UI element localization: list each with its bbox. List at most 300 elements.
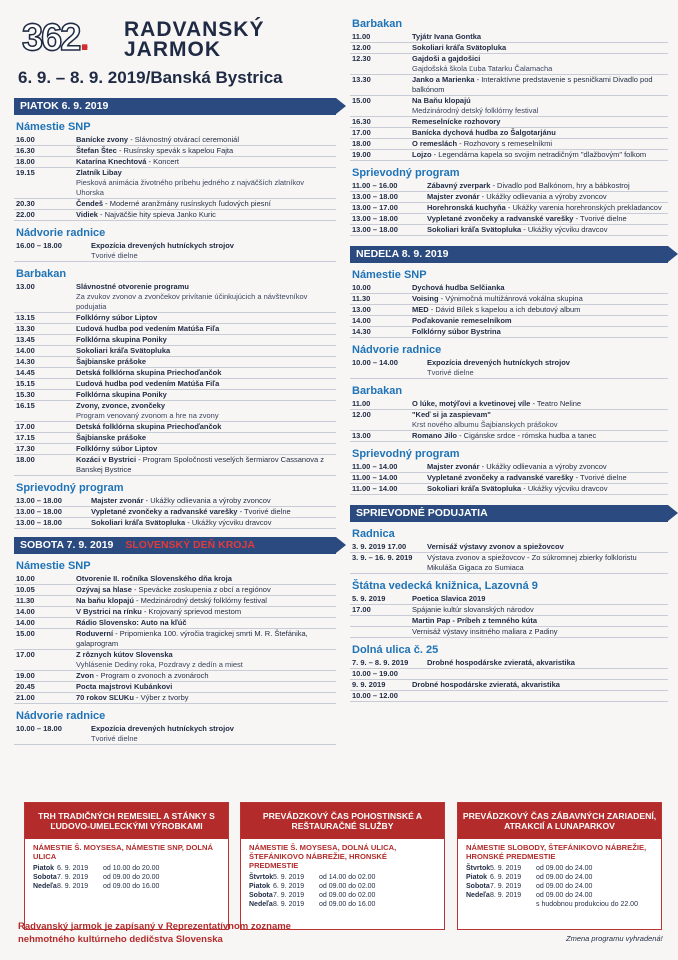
program-row (350, 553, 668, 574)
program-time: 12.00 (352, 43, 371, 52)
program-desc (76, 422, 334, 432)
hours-row (241, 891, 444, 900)
hours-time: od 09.00 do 02.00 (319, 892, 376, 899)
hours-row (458, 900, 661, 909)
program-name: Vypletané zvončeky a radvanské varešky (427, 473, 574, 482)
program-desc (76, 282, 334, 312)
hours-day: Štvrtok (466, 865, 491, 872)
hours-time: od 09.00 do 20.00 (103, 874, 160, 881)
program-row (14, 682, 336, 693)
program-name: Expozícia drevených hutníckych strojov (91, 241, 234, 250)
hours-date: 6. 9. 2019 (490, 874, 522, 881)
program-time: 16.30 (352, 117, 371, 126)
program-row (350, 128, 668, 139)
program-row (14, 282, 336, 313)
program-desc (412, 43, 666, 53)
program-name: Folklórny súbor Bystrina (412, 327, 501, 336)
program-detail: - Výnimočná multižánrová vokálna skupina (438, 294, 583, 303)
program-subline: Tvorivé dielne (91, 251, 138, 260)
program-row (14, 135, 336, 146)
program-name: Expozícia drevených hutníckych strojov (91, 724, 234, 733)
program-row (14, 607, 336, 618)
program-subline: Medzinárodný detský folklórny festival (412, 106, 539, 115)
program-name: O lúke, motýľovi a kvetinovej víle (412, 399, 531, 408)
program-row (350, 96, 668, 117)
program-time: 16.00 (16, 135, 35, 144)
program-name: Na baňu klopajú (76, 596, 134, 605)
program-desc (412, 294, 666, 304)
program-row (14, 379, 336, 390)
program-time: 10.00 – 14.00 (352, 358, 398, 367)
program-time: 17.00 (16, 422, 35, 431)
program-name: Expozícia drevených hutníckych strojov (427, 358, 570, 367)
program-name: Tyjátr Ivana Gontka (412, 32, 482, 41)
hours-date: 6. 9. 2019 (273, 883, 305, 890)
program-row (350, 139, 668, 150)
program-detail: - Ukážky odlievania a výroby zvoncov (479, 192, 607, 201)
program-desc (412, 305, 666, 315)
program-name: Rádio Slovensko: Auto na kľúč (76, 618, 187, 627)
program-time: 17.00 (16, 650, 35, 659)
program-name: Martin Pap - Príbeh z temného kúta (412, 616, 538, 625)
program-row (350, 616, 668, 627)
program-time: 15.15 (16, 379, 35, 388)
program-time: 13.15 (16, 313, 35, 322)
program-desc (91, 507, 334, 517)
program-desc (427, 484, 666, 494)
sunday-program (350, 269, 668, 495)
program-row (14, 346, 336, 357)
hours-time: od 09.00 do 24.00 (536, 865, 593, 872)
program-time: 13.30 (16, 324, 35, 333)
program-detail: - Ukážky odlievania a výroby zvoncov (479, 462, 607, 471)
program-desc (412, 605, 666, 615)
program-desc (76, 357, 334, 367)
header (14, 0, 336, 64)
program-row (350, 192, 668, 203)
hours-day: Sobota (466, 883, 490, 890)
hours-row (458, 864, 661, 873)
program-desc (412, 594, 666, 604)
program-detail: Vernisáž výstavy insitného maliara z Padiny (412, 627, 558, 636)
program-row (350, 484, 668, 495)
program-row (14, 507, 336, 518)
program-detail: Výstava zvonov a spiežovcov - Zo súkromnej zbierky folkloristu Mikuláša Gigaca zo Sumiaca (427, 553, 637, 572)
program-detail: - Ukážky varenia horehronských prekladancov (505, 203, 662, 212)
hours-date: 5. 9. 2019 (273, 874, 305, 881)
program-time: 9. 9. 2019 (352, 680, 386, 689)
program-row (14, 455, 336, 476)
hours-row (241, 873, 444, 882)
program-row (14, 199, 336, 210)
program-desc (427, 225, 666, 235)
program-row (14, 157, 336, 168)
events-bar: SPRIEVODNÉ PODUJATIA (350, 505, 668, 522)
hours-row (458, 882, 661, 891)
program-row (350, 691, 668, 702)
event-title: RADVANSKÝ JARMOK (124, 18, 265, 61)
program-subline: Krst nového albumu Šajbianskych prášokov (412, 420, 558, 429)
info-box-title: PREVÁDZKOVÝ ČAS ZÁBAVNÝCH ZARIADENÍ, ATRAKCIÍ A LUNAPARKOV (458, 803, 661, 839)
program-time: 12.00 (352, 410, 371, 419)
program-time: 19.15 (16, 168, 35, 177)
program-name: Folklórny súbor Liptov (76, 444, 158, 453)
hours-day: Piatok (33, 865, 55, 872)
program-desc (412, 410, 666, 430)
program-name: Romano Jilo (412, 431, 458, 440)
program-row (350, 54, 668, 75)
program-time: 13.00 – 17.00 (352, 203, 398, 212)
program-desc (91, 241, 334, 261)
program-time: 14.00 (16, 607, 35, 616)
program-name: V Bystrici na rínku (76, 607, 142, 616)
program-name: Sokoliari kráľa Svätopluka (412, 43, 507, 52)
info-box-restaurants (240, 802, 445, 930)
program-time: 18.00 (352, 139, 371, 148)
program-desc (76, 574, 334, 584)
program-desc (76, 368, 334, 378)
program-detail: - Slávnostný otvárací ceremoniál (128, 135, 239, 144)
program-time: 3. 9. – 16. 9. 2019 (352, 553, 413, 562)
program-name: Ľudová hudba pod vedením Matúša Fiľa (76, 324, 220, 333)
program-time: 21.00 (16, 693, 35, 702)
program-time: 17.15 (16, 433, 35, 442)
program-row (350, 316, 668, 327)
program-desc (412, 627, 666, 637)
program-name: Vernisáž výstavy zvonov a spiežovcov (427, 542, 564, 551)
hours-day: Nedeľa (249, 901, 273, 908)
program-desc (76, 629, 334, 649)
program-desc (76, 379, 334, 389)
program-desc (412, 150, 666, 160)
program-desc (412, 399, 666, 409)
program-detail: - Ukážky odlievania a výroby zvoncov (143, 496, 271, 505)
program-row (350, 627, 668, 638)
program-time: 13.00 (352, 431, 371, 440)
program-detail: - Tvorivé dielne (573, 214, 627, 223)
program-name: Poetica Slavica 2019 (412, 594, 486, 603)
program-time: 11.30 (16, 596, 35, 605)
program-desc (76, 693, 334, 703)
info-box-rows (458, 864, 661, 909)
hours-date: 7. 9. 2019 (490, 883, 522, 890)
program-name: Vypletané zvončeky a radvanské varešky (427, 214, 574, 223)
program-time: 14.00 (16, 618, 35, 627)
program-name: Šajbianske prášoke (76, 357, 147, 366)
right-column (350, 12, 668, 702)
program-row (14, 313, 336, 324)
program-desc (427, 691, 666, 701)
program-detail: - Teatro Neline (530, 399, 582, 408)
program-desc (427, 658, 666, 668)
info-box-attractions (457, 802, 662, 930)
program-desc (427, 203, 666, 213)
section-title: Námestie SNP (352, 269, 427, 281)
program-name: Drobné hospodárske zvieratá, akvaristika (427, 658, 575, 667)
program-row (14, 168, 336, 199)
program-detail: - Moderné aranžmány rusínskych ľudových piesní (103, 199, 271, 208)
section-title: Barbakan (16, 268, 67, 280)
program-detail: Spájanie kultúr slovanských národov (412, 605, 534, 614)
program-time: 10.00 – 18.00 (16, 724, 62, 733)
section-title: Sprievodný program (352, 167, 460, 179)
program-time: 13.45 (16, 335, 35, 344)
program-time: 11.00 – 14.00 (352, 462, 398, 471)
program-name: Otvorenie II. ročníka Slovenského dňa kroja (76, 574, 232, 583)
program-desc (76, 682, 334, 692)
program-time: 20.30 (16, 199, 35, 208)
program-time: 3. 9. 2019 17.00 (352, 542, 407, 551)
program-row (14, 444, 336, 455)
program-desc (427, 473, 666, 483)
program-detail: - Interaktívne predstavenie s pesničkami Divadlo pod balkónom (412, 75, 653, 94)
program-row (14, 324, 336, 335)
program-row (350, 431, 668, 442)
program-detail: - Rozhovory s remeselníkmi (457, 139, 553, 148)
program-name: O remeslách (412, 139, 458, 148)
program-desc (412, 327, 666, 337)
program-desc (427, 553, 666, 573)
program-subline: Za zvukov zvonov a zvončekov privítanie účinkujúcich a návštevníkov podujatia (76, 292, 308, 311)
program-time: 13.00 (352, 305, 371, 314)
program-time: 17.00 (352, 605, 371, 614)
program-desc (427, 192, 666, 202)
program-desc (412, 316, 666, 326)
program-time: 7. 9. – 8. 9. 2019 (352, 658, 409, 667)
hours-time: od 09.00 do 02.00 (319, 883, 376, 890)
program-row (350, 658, 668, 669)
program-name: Sokoliari kráľa Svätopluka (427, 484, 522, 493)
info-box-location: NÁMESTIE Š. MOYSESA, NÁMESTIE SNP, DOLNÁ ULICA (33, 843, 214, 861)
program-subline: Tvorivé dielne (91, 734, 138, 743)
program-row (350, 305, 668, 316)
program-time: 11.00 – 16.00 (352, 181, 398, 190)
program-subline: Tvorivé dielne (427, 368, 474, 377)
program-time: 16.15 (16, 401, 35, 410)
program-name: Slávnostné otvorenie programu (76, 282, 189, 291)
hours-row (241, 882, 444, 891)
program-row (14, 433, 336, 444)
hours-time: od 09.00 do 24.00 (536, 883, 593, 890)
program-name: Lojzo (412, 150, 432, 159)
hours-row (458, 873, 661, 882)
program-row (14, 574, 336, 585)
section-title: Nádvorie radnice (16, 710, 106, 722)
program-row (350, 542, 668, 553)
program-detail: - Pripomienka 100. výročia tragickej smrti M. R. Štefánika, galaprogram (76, 629, 308, 648)
program-row (350, 358, 668, 379)
program-name: MED (412, 305, 429, 314)
hours-date: 7. 9. 2019 (273, 892, 305, 899)
program-row (14, 518, 336, 529)
program-row (14, 693, 336, 704)
program-name: Vidiek (76, 210, 98, 219)
program-row (14, 596, 336, 607)
hours-date: 6. 9. 2019 (57, 865, 89, 872)
program-desc (76, 401, 334, 421)
program-desc (427, 669, 666, 679)
program-desc (76, 210, 334, 220)
section-title: Nádvorie radnice (16, 227, 106, 239)
program-desc (76, 650, 334, 670)
hours-date: 8. 9. 2019 (273, 901, 305, 908)
program-name: Sokoliari kráľa Svätopluka (91, 518, 186, 527)
program-name: Poďakovanie remeselníkom (412, 316, 512, 325)
program-time: 10.00 – 12.00 (352, 691, 398, 700)
program-row (350, 150, 668, 161)
saturday-program-left (14, 560, 336, 745)
info-box-location: NÁMESTIE SLOBODY, ŠTEFÁNIKOVO NÁBREŽIE, HRONSKÉ PREDMESTIE (466, 843, 647, 861)
program-name: Ozývaj sa hlase (76, 585, 132, 594)
program-name: Zvon (76, 671, 94, 680)
program-time: 13.00 – 18.00 (16, 496, 62, 505)
program-time: 10.00 – 19.00 (352, 669, 398, 678)
program-row (14, 368, 336, 379)
hours-time: od 14.00 do 02.00 (319, 874, 376, 881)
program-detail: - Divadlo pod Balkónom, hry a bábkostroj (490, 181, 630, 190)
program-desc (76, 335, 334, 345)
program-time: 10.05 (16, 585, 35, 594)
program-name: Štefan Štec (76, 146, 117, 155)
program-detail: - Program o zvonoch a zvonároch (93, 671, 209, 680)
program-name: Katarína Knechtová (76, 157, 147, 166)
program-desc (427, 358, 666, 378)
program-desc (412, 139, 666, 149)
program-detail: - Koncert (146, 157, 179, 166)
section-title: Dolná ulica č. 25 (352, 644, 439, 656)
program-name: Horehronská kuchyňa (427, 203, 506, 212)
program-row (350, 605, 668, 616)
program-time: 11.00 (352, 399, 371, 408)
program-time: 19.00 (16, 671, 35, 680)
side-events (350, 528, 668, 702)
program-time: 13.00 (16, 282, 35, 291)
hours-date: 7. 9. 2019 (57, 874, 89, 881)
program-row (14, 422, 336, 433)
program-name: Roduverní (76, 629, 114, 638)
event-dates: 6. 9. – 8. 9. 2019/Banská Bystrica (18, 68, 283, 87)
program-detail: - Ukážky výcviku dravcov (521, 225, 608, 234)
program-desc (412, 32, 666, 42)
program-row (14, 401, 336, 422)
footnote: Zmena programu vyhradená! (566, 934, 663, 943)
saturday-program-right (350, 18, 668, 236)
program-row (350, 32, 668, 43)
hours-time: od 09.00 do 16.00 (103, 883, 160, 890)
program-name: Remeselnícke rozhovory (412, 117, 501, 126)
program-row (350, 327, 668, 338)
program-row (14, 335, 336, 346)
program-desc (412, 117, 666, 127)
program-detail: - Legendárna kapela so svojim netradičným "dlažbovým" folkom (431, 150, 647, 159)
program-time: 11.30 (352, 294, 371, 303)
program-detail: - Tvorivé dielne (573, 473, 627, 482)
program-time: 14.30 (16, 357, 35, 366)
program-desc (412, 431, 666, 441)
left-column (14, 0, 336, 745)
program-row (14, 629, 336, 650)
program-row (350, 283, 668, 294)
section-title: Sprievodný program (352, 448, 460, 460)
program-name: Voising (412, 294, 439, 303)
program-time: 11.00 – 14.00 (352, 484, 398, 493)
program-detail: - Ukážky výcviku dravcov (521, 484, 608, 493)
section-title: Nádvorie radnice (352, 344, 442, 356)
program-detail: - Dávid Bílek s kapelou a ich debutový album (428, 305, 581, 314)
program-time: 14.00 (16, 346, 35, 355)
program-row (14, 671, 336, 682)
program-detail: - Program Spoločnosti veselých šermiarov Cassanova z Banskej Bystrice (76, 455, 325, 474)
hours-row (25, 873, 228, 882)
program-desc (427, 542, 666, 552)
program-desc (76, 168, 334, 198)
hours-time: s hudobnou produkciou do 22.00 (536, 901, 638, 908)
program-row (14, 210, 336, 221)
section-title: Štátna vedecká knižnica, Lazovná 9 (352, 580, 538, 592)
program-subline: Vyhlásenie Dediny roka, Pozdravy z dedín a miest (76, 660, 243, 669)
program-time: 5. 9. 2019 (352, 594, 386, 603)
hours-row (241, 900, 444, 909)
program-name: Banícke zvony (76, 135, 129, 144)
program-time: 18.00 (16, 157, 35, 166)
program-name: Sokoliari kráľa Svätopluka (76, 346, 171, 355)
program-name: Detská folklórna skupina Priechoďančok (76, 422, 222, 431)
program-time: 15.30 (16, 390, 35, 399)
program-name: Ľudová hudba pod vedením Matúša Fiľa (76, 379, 220, 388)
program-desc (76, 199, 334, 209)
program-desc (76, 455, 334, 475)
program-time: 14.00 (352, 316, 371, 325)
hours-row (25, 882, 228, 891)
hours-time: od 09.00 do 24.00 (536, 892, 593, 899)
program-desc (76, 313, 334, 323)
program-name: Zábavný zverpark (427, 181, 491, 190)
hours-day (466, 900, 490, 909)
program-row (14, 390, 336, 401)
program-desc (427, 214, 666, 224)
program-time: 15.00 (352, 96, 371, 105)
hours-date: 8. 9. 2019 (57, 883, 89, 890)
program-time (352, 627, 412, 637)
program-name: Detská folklórna skupina Priechoďančok (76, 368, 222, 377)
program-desc (76, 607, 334, 617)
section-title: Námestie SNP (16, 121, 91, 133)
program-row (350, 462, 668, 473)
day-bar-friday: PIATOK 6. 9. 2019 (14, 98, 336, 115)
program-time: 13.00 – 18.00 (352, 192, 398, 201)
program-name: Folklórna skupina Poniky (76, 335, 167, 344)
program-row (350, 214, 668, 225)
program-row (350, 594, 668, 605)
program-name: Z rôznych kútov Slovenska (76, 650, 173, 659)
program-desc (91, 496, 334, 506)
program-name: Majster zvonár (427, 192, 480, 201)
program-desc (412, 283, 666, 293)
hours-day: Piatok (466, 874, 488, 881)
program-detail: - Krojovaný sprievod mestom (141, 607, 242, 616)
program-name: Majster zvonár (91, 496, 144, 505)
program-detail: - Ukážky výcviku dravcov (185, 518, 272, 527)
program-name: Na Baňu klopajú (412, 96, 471, 105)
program-desc (76, 135, 334, 145)
program-name: Folklórny súbor Liptov (76, 313, 158, 322)
program-row (350, 473, 668, 484)
program-name: Šajbianske prášoke (76, 433, 147, 442)
program-time: 14.45 (16, 368, 35, 377)
program-desc (76, 346, 334, 356)
hours-time: od 09.00 do 16.00 (319, 901, 376, 908)
section-title: Sprievodný program (16, 482, 124, 494)
